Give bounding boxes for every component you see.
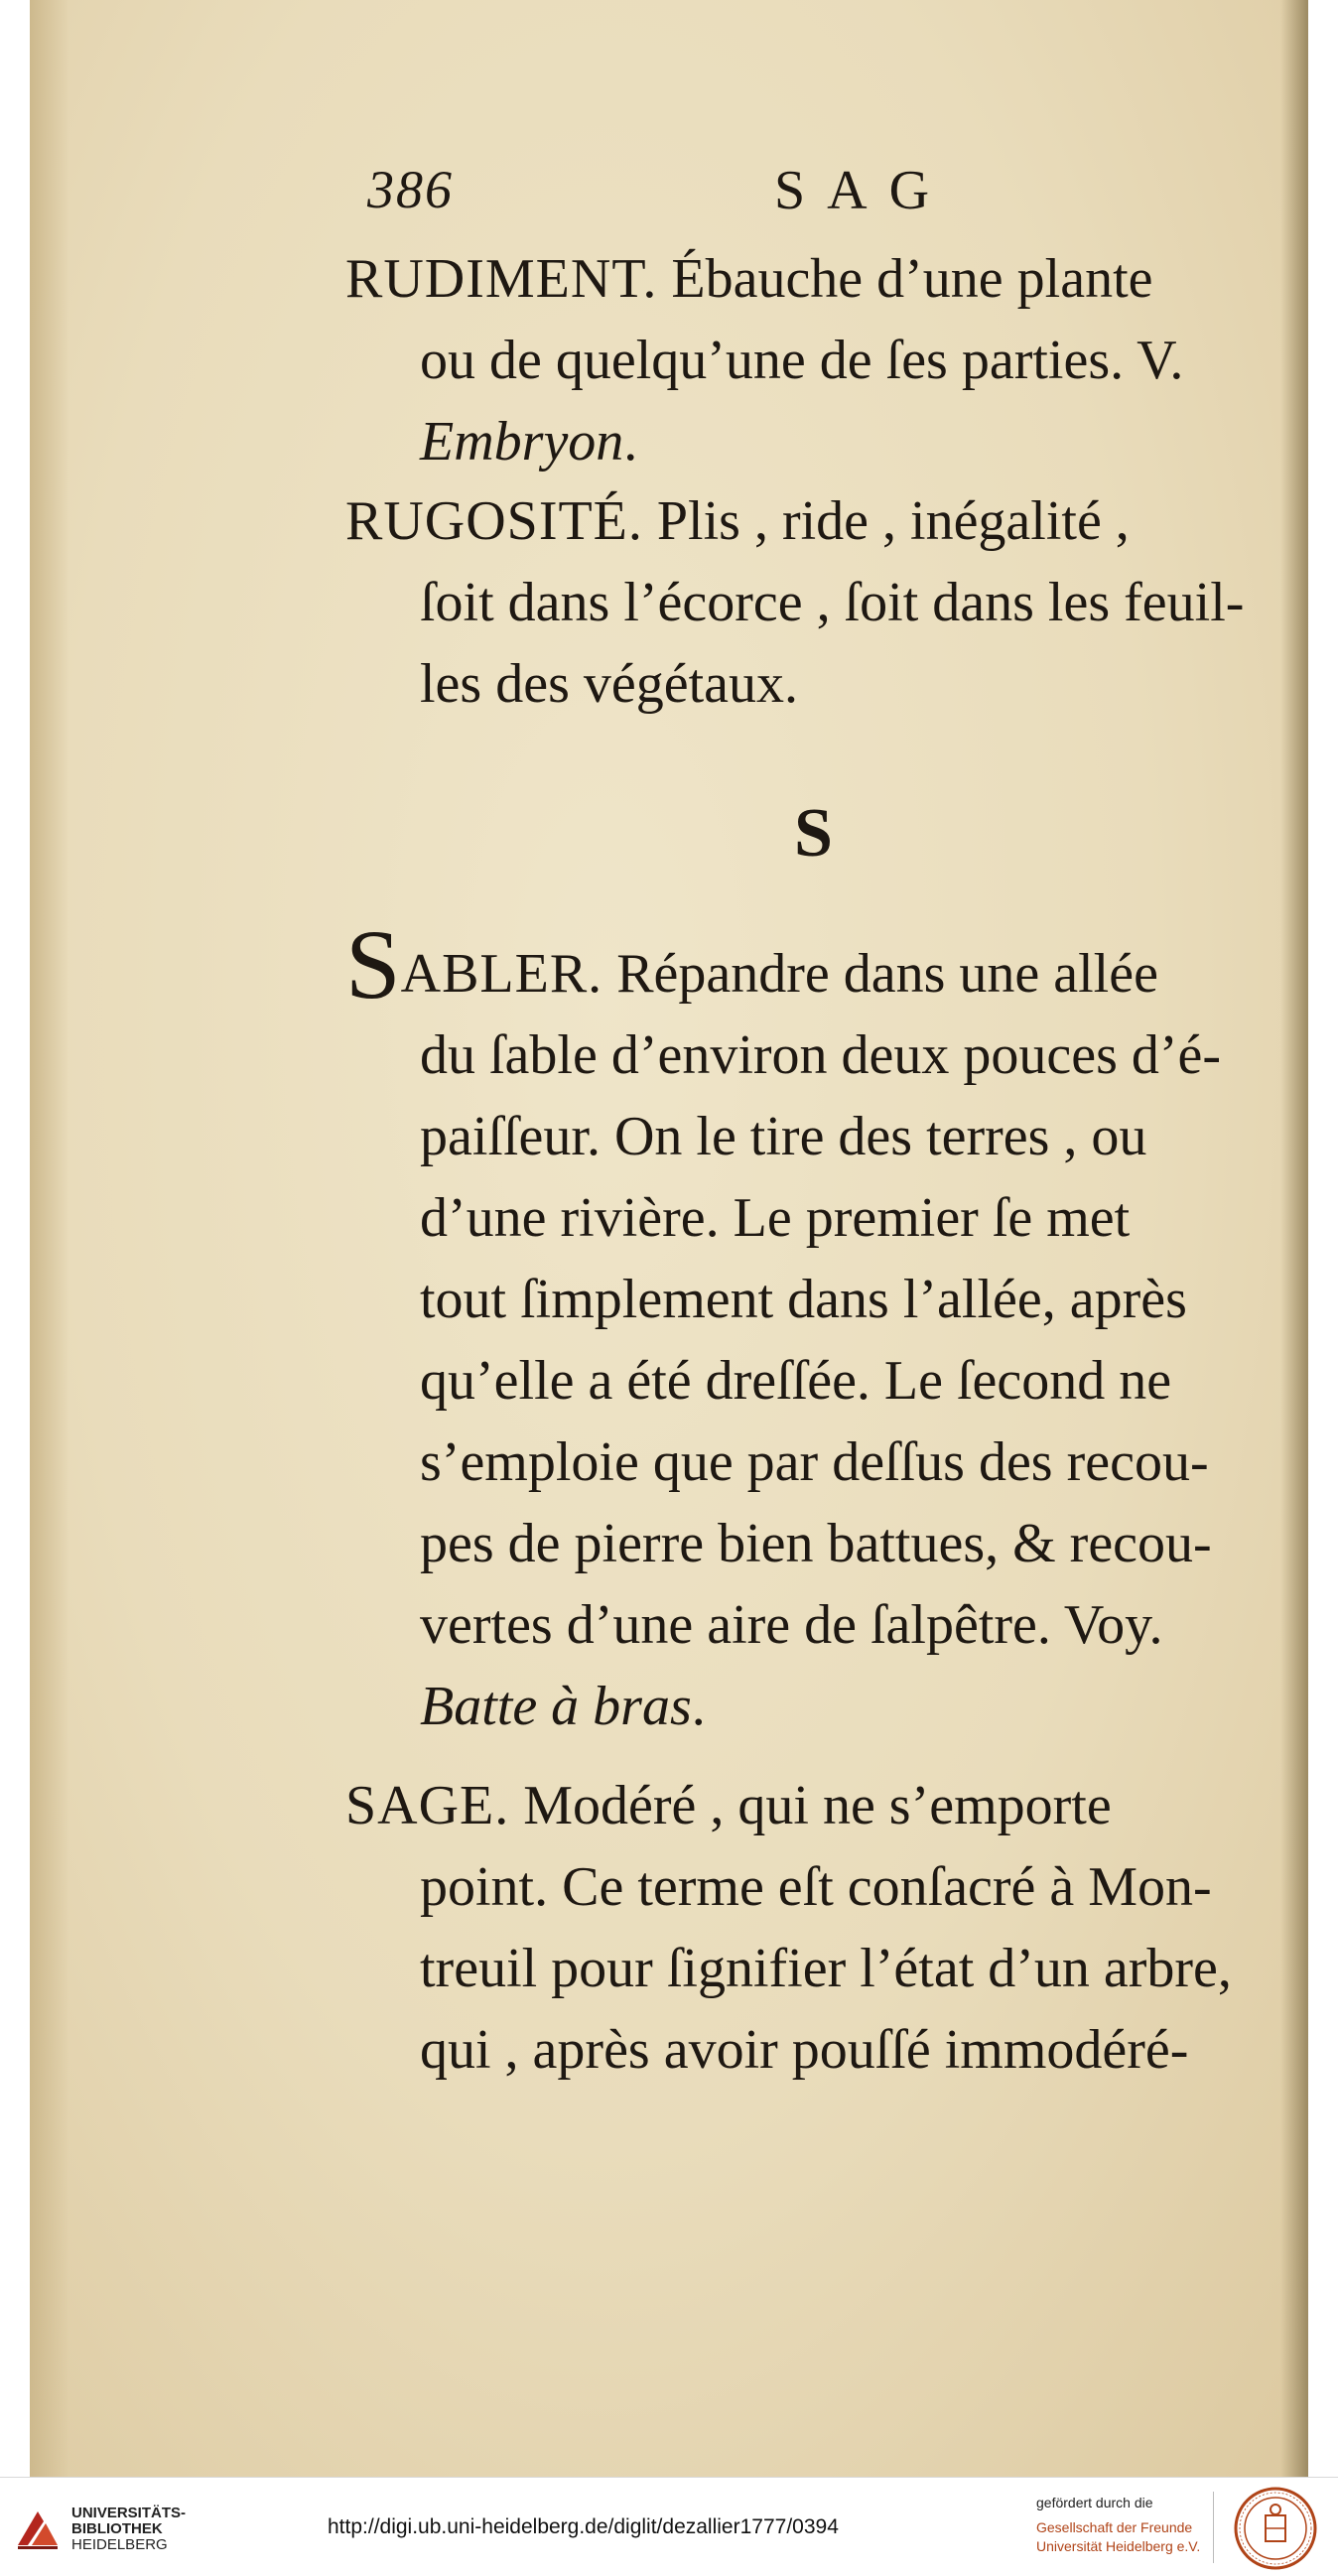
drop-cap: S [345, 909, 401, 1019]
entry-line [345, 1015, 1221, 1096]
running-head-word: SAG [774, 160, 952, 221]
entry-line [345, 2009, 1232, 2091]
entry-rugosite [345, 480, 1244, 725]
entry-line [345, 643, 1244, 725]
scanned-page [30, 0, 1308, 2477]
entry-text: . [623, 411, 638, 473]
entry-rudiment [345, 238, 1183, 482]
entry-line [345, 238, 1183, 320]
entry-text: point. Ce terme eſt conſacré à Mon- [420, 1856, 1212, 1918]
entry-text: ſoit dans l’écorce , ſoit dans les feuil- [420, 572, 1245, 633]
entry-line [345, 909, 1221, 1019]
entry-text: s’emploie que par deſſus des recou- [420, 1431, 1209, 1493]
cross-reference: Embryon [420, 411, 624, 473]
entry-line [345, 1422, 1221, 1503]
entry-text: . [691, 1676, 706, 1737]
headword: RUDIMENT. [345, 248, 658, 310]
entry-line [345, 1340, 1221, 1422]
entry-text: les des végétaux. [420, 653, 798, 715]
running-head [367, 159, 1003, 228]
entry-text: pes de pierre bien battues, & recou- [420, 1513, 1212, 1574]
library-name-line: HEIDELBERG [71, 2536, 168, 2553]
entry-line [345, 1503, 1221, 1584]
sponsor-credit [1036, 2494, 1200, 2556]
entry-text: tout ſimplement dans l’allée, après [420, 1269, 1187, 1330]
entry-text: treuil pour ſignifier l’état d’un arbre, [420, 1938, 1232, 1999]
sponsor-caption: gefördert durch die [1036, 2495, 1153, 2510]
entry-text: ou de quelqu’une de ſes parties. V. [420, 330, 1184, 391]
headword: RUGOSITÉ. [345, 490, 643, 552]
entry-text: Répandre dans une allée [602, 943, 1158, 1005]
entry-line [345, 320, 1183, 401]
library-name-line: BIBLIOTHEK [71, 2520, 163, 2537]
headword: SAGE. [345, 1775, 510, 1836]
entry-line [345, 1584, 1221, 1666]
ub-heidelberg-logo-icon [14, 2504, 62, 2551]
entry-text: d’une rivière. Le premier ſe met [420, 1187, 1131, 1249]
entry-text: Ébauche d’une plante [657, 248, 1153, 310]
entry-sage [345, 1765, 1232, 2091]
entry-text: Modéré , qui ne s’emporte [509, 1775, 1112, 1836]
cross-reference: Batte à bras [420, 1676, 692, 1737]
entry-line [345, 480, 1244, 562]
entry-line [345, 562, 1244, 643]
entry-text: du ſable d’environ deux pouces d’é- [420, 1024, 1222, 1086]
page-number: 386 [367, 160, 454, 219]
entry-text: qu’elle a été dreſſée. Le ſecond ne [420, 1350, 1172, 1412]
university-seal-icon [1233, 2486, 1318, 2571]
sponsor-org-line: Universität Heidelberg e.V. [1036, 2538, 1201, 2554]
entry-line [345, 1765, 1232, 1846]
entry-text: qui , après avoir pouſſé immodéré- [420, 2019, 1189, 2081]
permalink-url[interactable]: http://digi.ub.uni-heidelberg.de/diglit/dezallier1777/0394 [328, 2515, 839, 2538]
entry-text: paiſſeur. On le tire des terres , ou [420, 1106, 1147, 1167]
entry-line [345, 1846, 1232, 1928]
footer-divider [1213, 2492, 1214, 2563]
entry-line [345, 1096, 1221, 1177]
entry-sabler [345, 909, 1222, 1747]
section-letter: S [794, 795, 833, 872]
entry-text: vertes d’une aire de ſalpêtre. Voy. [420, 1594, 1163, 1656]
entry-line [345, 1666, 1221, 1747]
headword: ABLER. [400, 943, 603, 1005]
entry-line [345, 1928, 1232, 2009]
entry-line [345, 1259, 1221, 1340]
footer-bar [0, 2477, 1338, 2576]
sponsor-org-line: Gesellschaft der Freunde [1036, 2519, 1193, 2535]
library-name-line: UNIVERSITÄTS- [71, 2505, 187, 2521]
library-name [71, 2506, 186, 2553]
entry-line [345, 1177, 1221, 1259]
entry-line [345, 401, 1183, 482]
entry-text: Plis , ride , inégalité , [642, 490, 1130, 552]
